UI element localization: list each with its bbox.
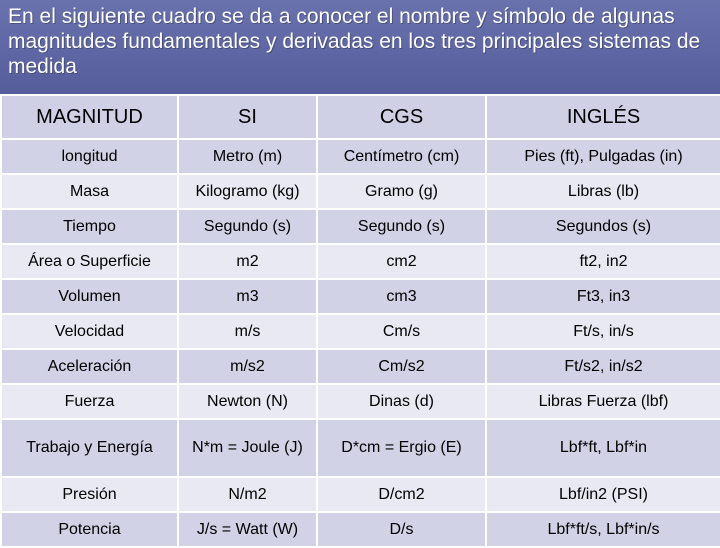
header-magnitud: MAGNITUD	[1, 95, 178, 139]
table-cell: Libras (lb)	[486, 174, 720, 209]
table-cell: longitud	[1, 139, 178, 174]
header-si: SI	[178, 95, 317, 139]
table-cell: Metro (m)	[178, 139, 317, 174]
table-cell	[178, 419, 317, 477]
table-row	[1, 477, 720, 512]
table-cell: J/s = Watt (W)	[178, 512, 317, 547]
table-cell: ft2, in2	[486, 244, 720, 279]
table-row	[1, 384, 720, 419]
table-cell: Ft/s2, in/s2	[486, 349, 720, 384]
table-cell: Trabajo y Energía	[1, 419, 178, 477]
table-cell: Kilogramo (kg)	[178, 174, 317, 209]
table-cell: m/s2	[178, 349, 317, 384]
table-row	[1, 512, 720, 547]
table-cell: Centímetro (cm)	[317, 139, 486, 174]
table-cell: Cm/s	[317, 314, 486, 349]
table-cell: Tiempo	[1, 209, 178, 244]
units-table	[0, 94, 720, 548]
table-cell: Segundos (s)	[486, 209, 720, 244]
table-cell: cm2	[317, 244, 486, 279]
table-cell: Pies (ft), Pulgadas (in)	[486, 139, 720, 174]
table-row	[1, 349, 720, 384]
table-cell: D/cm2	[317, 477, 486, 512]
table-cell: Masa	[1, 174, 178, 209]
table-cell: Lbf*ft/s, Lbf*in/s	[486, 512, 720, 547]
table-row	[1, 209, 720, 244]
table-cell: m2	[178, 244, 317, 279]
table-cell: Volumen	[1, 279, 178, 314]
table-cell: Aceleración	[1, 349, 178, 384]
table-cell: Gramo (g)	[317, 174, 486, 209]
table-cell: Newton (N)	[178, 384, 317, 419]
header-ingles: INGLÉS	[486, 95, 720, 139]
table-cell: cm3	[317, 279, 486, 314]
table-cell: Lbf/in2 (PSI)	[486, 477, 720, 512]
table-cell: Velocidad	[1, 314, 178, 349]
table-cell: m/s	[178, 314, 317, 349]
intro-text: En el siguiente cuadro se da a conocer el nombre y símbolo de algunas magnitudes fundamentales y derivadas en los tres principales sistemas de medida	[8, 5, 701, 78]
table-cell: Cm/s2	[317, 349, 486, 384]
table-cell: Dinas (d)	[317, 384, 486, 419]
table-cell-text: D*cm = Ergio (E)	[341, 439, 462, 456]
table-cell: Ft/s, in/s	[486, 314, 720, 349]
table-cell: Libras Fuerza (lbf)	[486, 384, 720, 419]
table-cell: Segundo (s)	[178, 209, 317, 244]
table-row	[1, 279, 720, 314]
table-cell-text: N*m = Joule (J)	[192, 439, 303, 456]
table-row	[1, 314, 720, 349]
table-header-row	[1, 95, 720, 139]
table-row	[1, 139, 720, 174]
header-cgs: CGS	[317, 95, 486, 139]
table-row	[1, 244, 720, 279]
table-cell: N/m2	[178, 477, 317, 512]
table-row	[1, 174, 720, 209]
table-cell: Ft3, in3	[486, 279, 720, 314]
table-cell: Presión	[1, 477, 178, 512]
table-cell: Lbf*ft, Lbf*in	[486, 419, 720, 477]
table-cell: Fuerza	[1, 384, 178, 419]
table-cell: Área o Superficie	[1, 244, 178, 279]
table-cell: m3	[178, 279, 317, 314]
table-cell: D/s	[317, 512, 486, 547]
table-cell	[317, 419, 486, 477]
table-cell: Potencia	[1, 512, 178, 547]
table-cell: Segundo (s)	[317, 209, 486, 244]
table-row	[1, 419, 720, 477]
